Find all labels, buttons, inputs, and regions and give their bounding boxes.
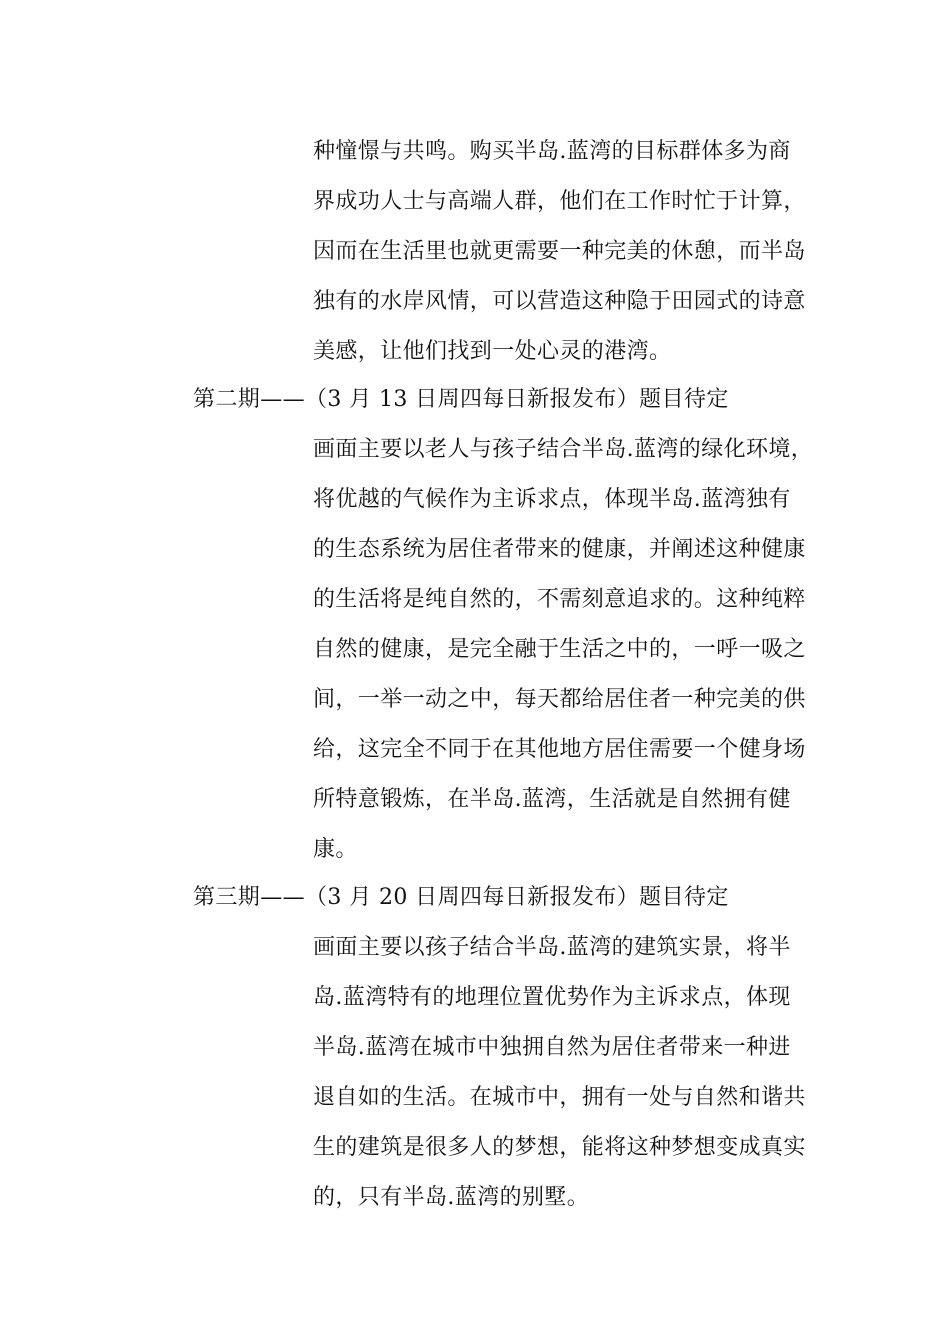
paragraph-line: 间，一举一动之中，每天都给居住者一种完美的供 — [313, 687, 806, 712]
issue-3-heading: 第三期——（3 月 20 日周四每日新报发布）题目待定 — [193, 885, 729, 910]
paragraph-line: 所特意锻炼，在半岛.蓝湾，生活就是自然拥有健 — [313, 787, 791, 812]
paragraph-line: 界成功人士与高端人群，他们在工作时忙于计算， — [313, 189, 806, 214]
paragraph-line: 画面主要以孩子结合半岛.蓝湾的建筑实景，将半 — [313, 935, 791, 960]
paragraph-line: 康。 — [313, 837, 358, 862]
paragraph-line: 半岛.蓝湾在城市中独拥自然为居住者带来一种进 — [313, 1035, 791, 1060]
paragraph-line: 给，这完全不同于在其他地方居住需要一个健身场 — [313, 737, 806, 762]
paragraph-line: 独有的水岸风情，可以营造这种隐于田园式的诗意 — [313, 289, 806, 314]
paragraph-line: 的生活将是纯自然的，不需刻意追求的。这种纯粹 — [313, 587, 806, 612]
paragraph-line: 将优越的气候作为主诉求点，体现半岛.蓝湾独有 — [313, 487, 791, 512]
paragraph-line: 退自如的生活。在城市中，拥有一处与自然和谐共 — [313, 1085, 806, 1110]
paragraph-line: 岛.蓝湾特有的地理位置优势作为主诉求点，体现 — [313, 985, 791, 1010]
paragraph-line: 种憧憬与共鸣。购买半岛.蓝湾的目标群体多为商 — [313, 139, 791, 164]
paragraph-line: 的生态系统为居住者带来的健康，并阐述这种健康 — [313, 537, 806, 562]
paragraph-line: 画面主要以老人与孩子结合半岛.蓝湾的绿化环境， — [313, 437, 814, 462]
paragraph-line: 的，只有半岛.蓝湾的别墅。 — [313, 1185, 590, 1210]
paragraph-line: 因而在生活里也就更需要一种完美的休憩，而半岛 — [313, 239, 806, 264]
issue-2-heading: 第二期——（3 月 13 日周四每日新报发布）题目待定 — [193, 387, 729, 412]
paragraph-line: 自然的健康，是完全融于生活之中的，一呼一吸之 — [313, 637, 806, 662]
paragraph-line: 生的建筑是很多人的梦想，能将这种梦想变成真实 — [313, 1135, 806, 1160]
paragraph-line: 美感，让他们找到一处心灵的港湾。 — [313, 339, 672, 364]
